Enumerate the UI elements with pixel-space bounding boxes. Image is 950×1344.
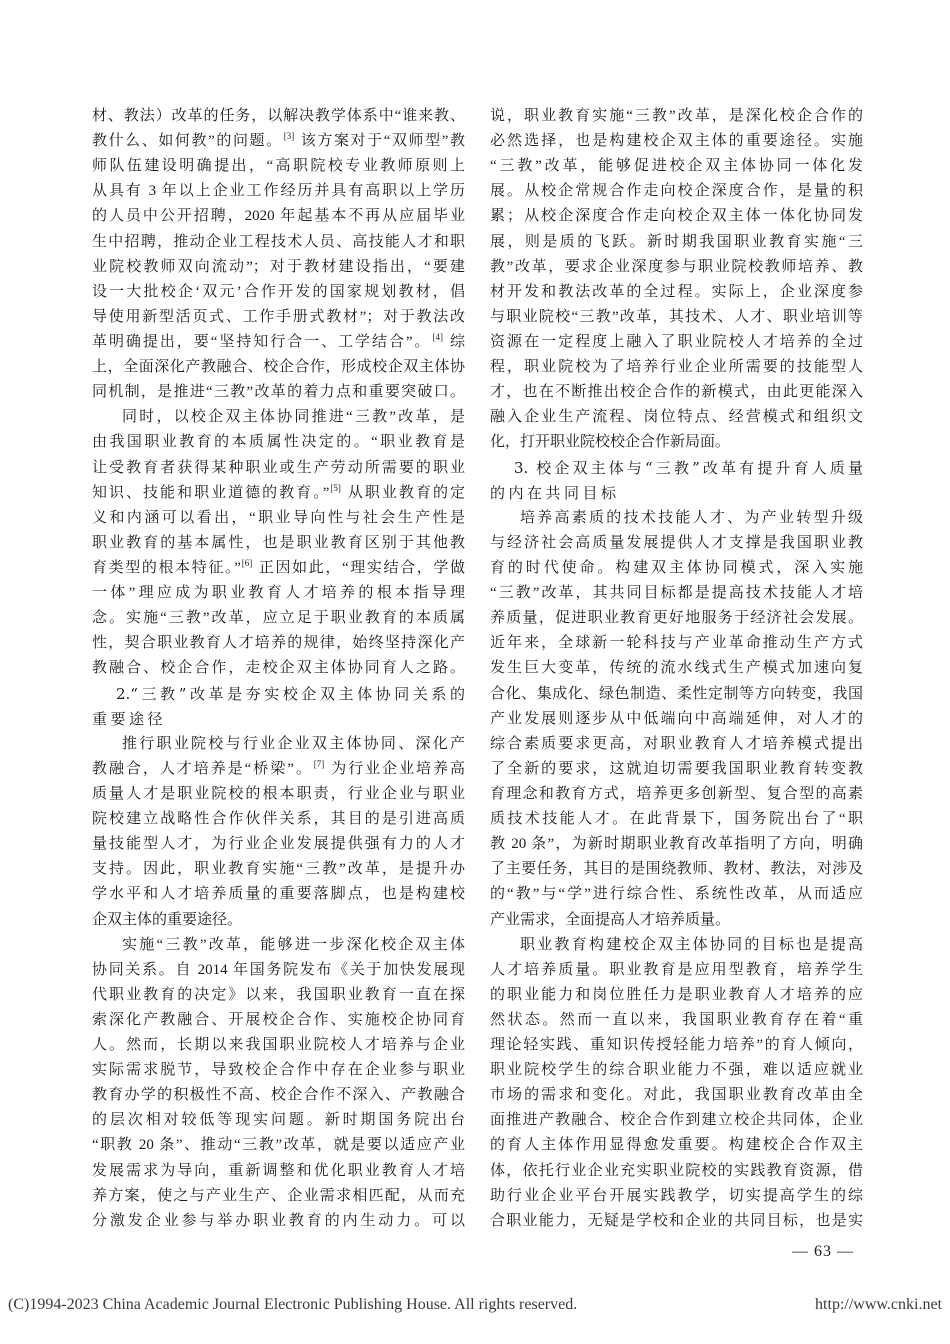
text-line: 职业教育的基本属性，也是职业教育区别于其他教 xyxy=(92,534,465,551)
text-line: 的“教”与“学”进行综合性、系统性改革，从而适应 xyxy=(490,886,863,903)
citation-ref: [6] xyxy=(241,557,253,568)
text-line xyxy=(92,481,465,506)
text-line: 代职业教育的决定》以来，我国职业教育一直在探 xyxy=(92,986,465,1003)
text-line: 育理念和教育方式，培养更多创新型、复合型的高素 xyxy=(490,785,863,802)
text-segment: 育类型的根本特征。” xyxy=(92,559,241,576)
text-line: 协同关系。自 2014 年国务院发布《关于加快发展现 xyxy=(92,961,465,978)
text-line: 实际需求脱节，导致校企合作中存在企业参与职业 xyxy=(92,1062,465,1079)
text-line: 必然选择，也是构建校企双主体的重要途径。实施 xyxy=(490,133,863,150)
text-line: 设一大批校企‘双元’合作开发的国家规划教材，倡 xyxy=(92,283,465,300)
text-line: 索深化产教融合、开展校企合作、实施校企协同育 xyxy=(92,1011,465,1028)
text-line: 职业教育构建校企双主体协同的目标也是提高 xyxy=(520,936,863,953)
text-line: 由我国职业教育的本质属性决定的。“职业教育是 xyxy=(92,434,465,451)
text-line: 面推进产教融合、校企合作到建立校企共同体，企业 xyxy=(490,1112,863,1129)
text-segment: 该方案对于“双师型”教 xyxy=(299,133,465,150)
text-line: 上，全面深化产教融合、校企合作，形成校企双主体协 xyxy=(92,359,465,376)
right-column xyxy=(490,104,863,1234)
paragraph xyxy=(490,933,863,1234)
text-line: 资源在一定程度上融入了职业院校人才培养的全过 xyxy=(490,333,863,350)
text-line: 一体”理应成为职业教育人才培养的根本指导理 xyxy=(92,585,465,602)
text-line: 养质量，促进职业教育更好地服务于经济社会发展。 xyxy=(490,610,863,627)
citation-ref: [4] xyxy=(432,331,444,342)
text-line: “三教”改革，其共同目标都是提高技术技能人才培 xyxy=(490,585,863,602)
text-segment: 知识、技能和职业道德的教育。” xyxy=(92,484,330,501)
text-segment: 教什么、如何教”的问题。 xyxy=(92,133,283,150)
footer xyxy=(0,1293,950,1317)
text-line: 发展需求为导向，重新调整和优化职业教育人才培 xyxy=(92,1162,465,1179)
text-line: 的人员中公开招聘，2020 年起基本不再从应届毕业 xyxy=(92,208,465,225)
text-line: 业院校教师双向流动”；对于教材建设指出，“要建 xyxy=(92,258,465,275)
text-line: 市场的需求和变化。对此，我国职业教育改革由全 xyxy=(490,1087,863,1104)
text-segment: 为行业企业培养高 xyxy=(329,760,465,777)
text-line: 材、教法）改革的任务，以解决教学体系中“谁来教、 xyxy=(92,108,465,124)
text-line: 的职业能力和岗位胜任力是职业教育人才培养的应 xyxy=(490,986,863,1003)
text-line: 让受教育者获得某种职业或生产劳动所需要的职业 xyxy=(92,459,465,476)
text-line: 从具有 3 年以上企业工作经历并具有高职以上学历 xyxy=(92,183,465,200)
citation-ref: [3] xyxy=(283,131,295,142)
text-line: 综合素质要求更高，对职业教育人才培养模式提出 xyxy=(490,735,863,752)
text-line: 合化、集成化、绿色制造、柔性定制等方向转变，我国 xyxy=(490,685,863,702)
left-column xyxy=(92,104,465,1234)
paragraph xyxy=(92,104,465,405)
text-line: 程，职业院校为了培养行业企业所需要的技能型人 xyxy=(490,359,863,376)
text-segment: 教融合，人才培养是“桥梁”。 xyxy=(92,760,313,777)
text-line: 推行职业院校与行业企业双主体协同、深化产 xyxy=(122,735,465,752)
text-line: 人才培养质量。职业教育是应用型教育，培养学生 xyxy=(490,961,863,978)
text-segment: 综 xyxy=(448,333,465,350)
paragraph xyxy=(490,506,863,933)
text-line: 近年来，全球新一轮科技与产业革命推动生产方式 xyxy=(490,635,863,652)
text-line: 理论轻实践、重知识传授轻能力培养”的育人倾向， xyxy=(490,1037,863,1054)
text-line: 职业院校学生的综合职业能力不强，难以适应就业 xyxy=(490,1062,863,1079)
text-line: 的层次相对较低等现实问题。新时期国务院出台 xyxy=(92,1112,465,1129)
text-line: 学水平和人才培养质量的重要落脚点，也是构建校 xyxy=(92,886,465,903)
text-line: 念。实施“三教”改革，应立足于职业教育的本质属 xyxy=(92,610,465,627)
text-segment: 革明确提出，要“坚持知行合一、工学结合”。 xyxy=(92,333,432,350)
text-line xyxy=(92,556,465,581)
text-line: 与职业院校“三教”改革，其技术、人才、职业培训等 xyxy=(490,308,863,325)
heading-line: 3. 校企双主体与“三教”改革有提升育人质量 xyxy=(514,458,863,477)
text-line: 体，依托行业企业充实职业院校的实践教育资源，借 xyxy=(490,1162,863,1179)
text-line: 育的时代使命。构建双主体协同模式，深入实施 xyxy=(490,559,863,576)
text-line: 累；从校企深度合作走向校企双主体一体化协同发 xyxy=(490,208,863,225)
heading-line: 的内在共同目标 xyxy=(490,483,620,502)
section-heading xyxy=(92,682,465,732)
footer-url: http://www.cnki.net xyxy=(815,1296,942,1313)
text-segment: 正因如此，“理实结合，学做 xyxy=(257,559,465,576)
text-line: 同时，以校企双主体协同推进“三教”改革，是 xyxy=(122,409,465,426)
text-line: 了主要任务，其目的是围绕教师、教材、教法，对涉及 xyxy=(490,861,863,878)
text-line: 分激发企业参与举办职业教育的内生动力。可以 xyxy=(92,1212,465,1229)
text-line: 性，契合职业教育人才培养的规律，始终坚持深化产 xyxy=(92,635,465,652)
text-line: 化，打开职业院校校企合作新局面。 xyxy=(490,434,731,451)
section-heading xyxy=(490,456,863,506)
text-line: 融入企业生产流程、岗位特点、经营模式和组织文 xyxy=(490,409,863,426)
text-line: 师队伍建设明确提出，“高职院校专业教师原则上 xyxy=(92,158,465,175)
text-line: “职教 20 条”、推动“三教”改革，就是要以适应产业 xyxy=(92,1137,465,1154)
text-line: 义和内涵可以看出，“职业导向性与社会生产性是 xyxy=(92,509,465,526)
text-line: 的育人主体作用显得愈发重要。构建校企合作双主 xyxy=(490,1137,863,1154)
text-line: 质技术技能人才。在此背景下，国务院出台了“职 xyxy=(490,811,863,828)
text-line: 与经济社会高质量发展提供人才支撑是我国职业教 xyxy=(490,534,863,551)
text-line: 支持。因此，职业教育实施“三教”改革，是提升办 xyxy=(92,861,465,878)
text-line: 质量人才是职业院校的根本职责，行业企业与职业 xyxy=(92,785,465,802)
heading-line: 2.“三教”改革是夯实校企双主体协同关系的 xyxy=(116,684,465,703)
text-line: 产业需求，全面提高人才培养质量。 xyxy=(490,911,731,928)
copyright-notice: (C)1994-2023 China Academic Journal Electronic Publishing House. All rights reserved. xyxy=(8,1296,578,1313)
text-line: 教 20 条”，为新时期职业教育改革指明了方向，明确 xyxy=(490,836,863,853)
text-line: 量技能型人才，为行业企业发展提供强有力的人才 xyxy=(92,836,465,853)
text-line: 了全新的要求，这就迫切需要我国职业教育转变教 xyxy=(490,760,863,777)
text-line xyxy=(92,129,465,154)
text-segment: 从职业教育的定 xyxy=(345,484,465,501)
text-line: 生中招聘，推动企业工程技术人员、高技能人才和职 xyxy=(92,233,465,250)
text-line: 展。从校企常规合作走向校企深度合作，是量的积 xyxy=(490,183,863,200)
text-line xyxy=(92,330,465,355)
text-line: 助行业企业平台开展实践教学，切实提高学生的综 xyxy=(490,1187,863,1204)
text-line: 然状态。然而一直以来，我国职业教育存在着“重 xyxy=(490,1011,863,1028)
text-line: 导使用新型活页式、工作手册式教材”；对于教法改 xyxy=(92,308,465,325)
paragraph xyxy=(92,933,465,1234)
text-line: 人。然而，长期以来我国职业院校人才培养与企业 xyxy=(92,1037,465,1054)
text-line: 展，则是质的飞跃。新时期我国职业教育实施“三 xyxy=(490,233,863,250)
text-line: 才，也在不断推出校企合作的新模式，由此更能深入 xyxy=(490,384,863,401)
text-line xyxy=(92,757,465,782)
text-line: 养方案，使之与产业生产、企业需求相匹配，从而充 xyxy=(92,1187,465,1204)
text-line: 同机制，是推进“三教”改革的着力点和重要突破口。 xyxy=(92,384,465,401)
text-line: 实施“三教”改革，能够进一步深化校企双主体 xyxy=(122,936,465,953)
text-line: 教育办学的积极性不高、校企合作不深入、产教融合 xyxy=(92,1087,465,1104)
text-line: 产业发展则逐步从中低端向中高端延伸，对人才的 xyxy=(490,710,863,727)
paragraph xyxy=(92,732,465,933)
page-number: — 63 — xyxy=(792,1243,854,1260)
citation-ref: [5] xyxy=(330,482,341,493)
text-line: 说，职业教育实施“三教”改革，是深化校企合作的 xyxy=(490,108,863,124)
text-line: 教融合、校企合作，走校企双主体协同育人之路。 xyxy=(92,660,465,677)
citation-ref: [7] xyxy=(313,758,325,769)
text-line: 教”改革，要求企业深度参与职业院校教师培养、教 xyxy=(490,258,863,275)
text-line: 培养高素质的技术技能人才、为产业转型升级 xyxy=(520,509,863,526)
paragraph xyxy=(490,104,863,456)
text-line: 企双主体的重要途径。 xyxy=(92,911,243,928)
text-line: 材开发和教法改革的全过程。实际上，企业深度参 xyxy=(490,283,863,300)
text-line: 合职业能力，无疑是学校和企业的共同目标，也是实 xyxy=(490,1212,863,1229)
text-line: 院校建立战略性合作伙伴关系，其目的是引进高质 xyxy=(92,811,465,828)
text-line: “三教”改革，能够促进校企双主体协同一体化发 xyxy=(490,158,863,175)
heading-line: 重要途径 xyxy=(92,709,167,728)
text-line: 发生巨大变革，传统的流水线式生产模式加速向复 xyxy=(490,660,863,677)
paragraph xyxy=(92,405,465,681)
